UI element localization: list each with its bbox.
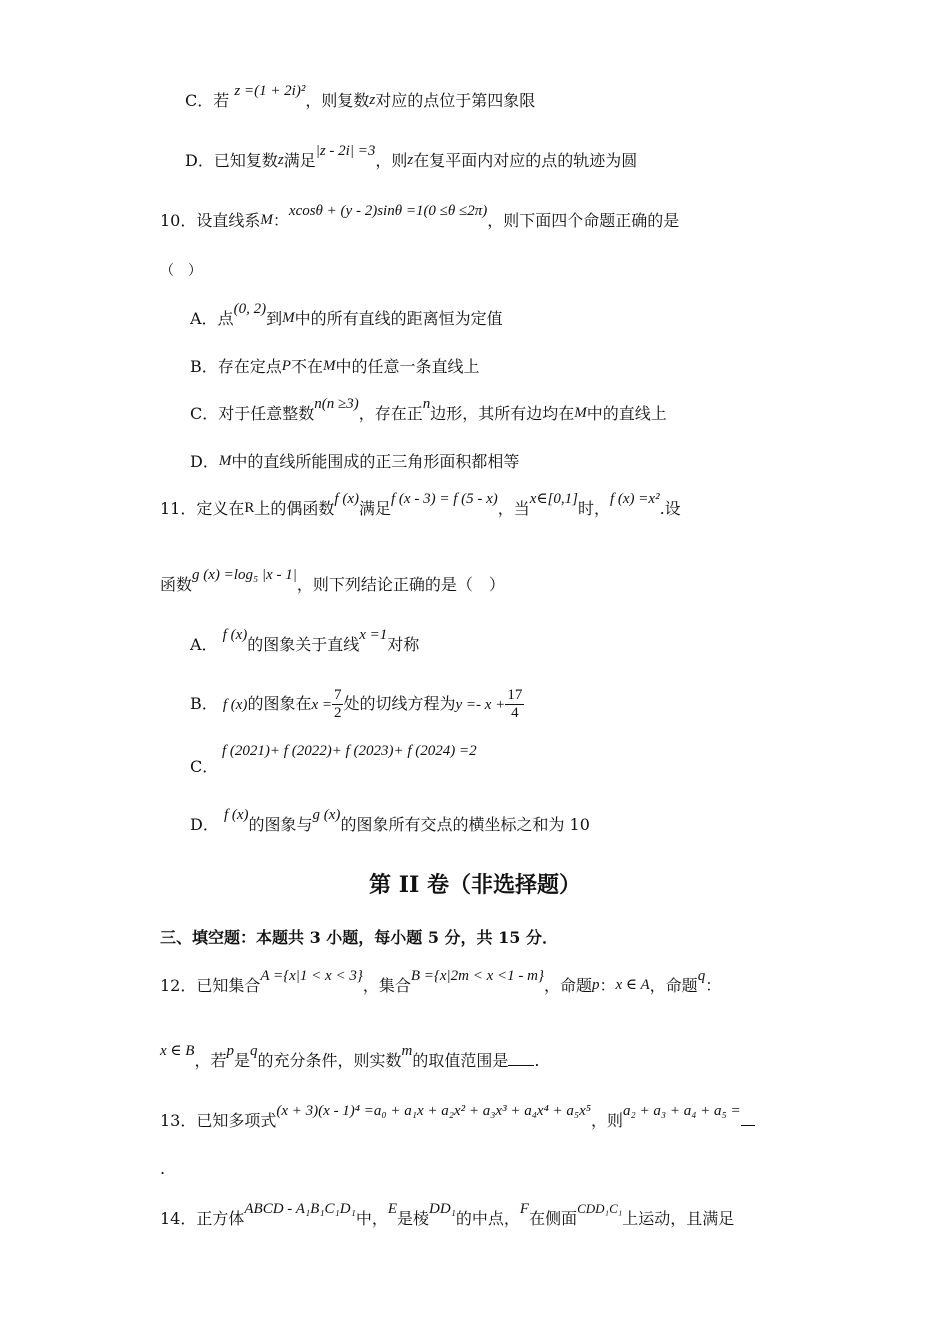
fraction-7-2: $\frac{7}{2}$ <box>333 687 342 721</box>
part-two-title: 第 II 卷（非选择题） <box>369 872 581 898</box>
math-g-def: g (x) =log₅ |x - 1| <box>192 567 297 583</box>
q11-stem: 11．定义在R上的偶函数f (x)满足f (x - 3) = f (5 - x)，当x∈[0,1]时，f (x) =x².设 <box>160 491 681 518</box>
fraction-17-4: $\frac{17}{4}$ <box>507 687 523 721</box>
q11-stem-line2: 函数g (x) =log₅ |x - 1|，则下列结论正确的是（ ） <box>160 567 505 594</box>
q9-option-c: C．若 z =(1 + 2i)²，则复数z对应的点位于第四象限 <box>185 83 536 110</box>
section-three-heading: 三、填空题：本题共 3 小题，每小题 5 分，共 15 分． <box>160 928 558 947</box>
math-z-expr: z =(1 + 2i)² <box>234 83 306 99</box>
q10-option-a: A．点(0, 2)到M中的所有直线的距离恒为定值 <box>190 301 503 328</box>
math-polynomial: (x + 3)(x - 1)⁴ =a₀ + a₁x + a₂x² + a₃x³ + a₄x⁴ + a₅x⁵ <box>276 1103 592 1119</box>
q13-stem: 13．已知多项式(x + 3)(x - 1)⁴ =a₀ + a₁x + a₂x² + a₃x³ + a₄x⁴ + a₅x⁵，则a₂ + a₃ + a₄ + a₅ = <box>160 1110 755 1133</box>
q10-answer-paren: （ ） <box>160 263 202 279</box>
math-abs-expr: |z - 2i| =3 <box>315 143 376 159</box>
answer-blank <box>508 1053 534 1066</box>
q9-option-d: D．已知复数z满足|z - 2i| =3，则z在复平面内对应的点的轨迹为圆 <box>185 143 638 170</box>
q14-stem: 14．正方体ABCD - A₁B₁C₁D₁中，E是棱DD₁的中点，F在侧面$^{CDD_1C_1}$上运动，且满足 <box>160 1201 735 1228</box>
q10-stem: 10．设直线系M：xcosθ + (y - 2)sinθ =1(0 ≤θ ≤2π)，则下面四个命题正确的是 <box>160 203 680 230</box>
q11-option-a: A． f (x)的图象关于直线x =1对称 <box>190 627 420 654</box>
q11-option-d: D． f (x)的图象与g (x)的图象所有交点的横坐标之和为 10 <box>190 807 590 834</box>
q12-stem-line2: x ∈ B，若p是q的充分条件，则实数m的取值范围是 . <box>160 1043 540 1070</box>
q10-option-b: B．存在定点P不在M中的任意一条直线上 <box>190 357 480 376</box>
q11-option-b: B． f (x)的图象在x = $\frac{7}{2}$ 处的切线方程为y =- x + $\frac{17}{4}$ <box>190 687 523 721</box>
q10-option-d: D．M中的直线所能围成的正三角形面积都相等 <box>190 452 520 471</box>
q12-stem: 12．已知集合A ={x|1 < x < 3}，集合B ={x|2m < x <1 - m}，命题p：x ∈ A，命题q： <box>160 968 722 995</box>
q10-option-c: C．对于任意整数n(n ≥3)，存在正n边形，其所有边均在M中的直线上 <box>190 396 667 423</box>
answer-blank <box>741 1113 755 1126</box>
q13-period: . <box>160 1159 166 1178</box>
math-line-family: xcosθ + (y - 2)sinθ =1(0 ≤θ ≤2π) <box>288 203 488 219</box>
